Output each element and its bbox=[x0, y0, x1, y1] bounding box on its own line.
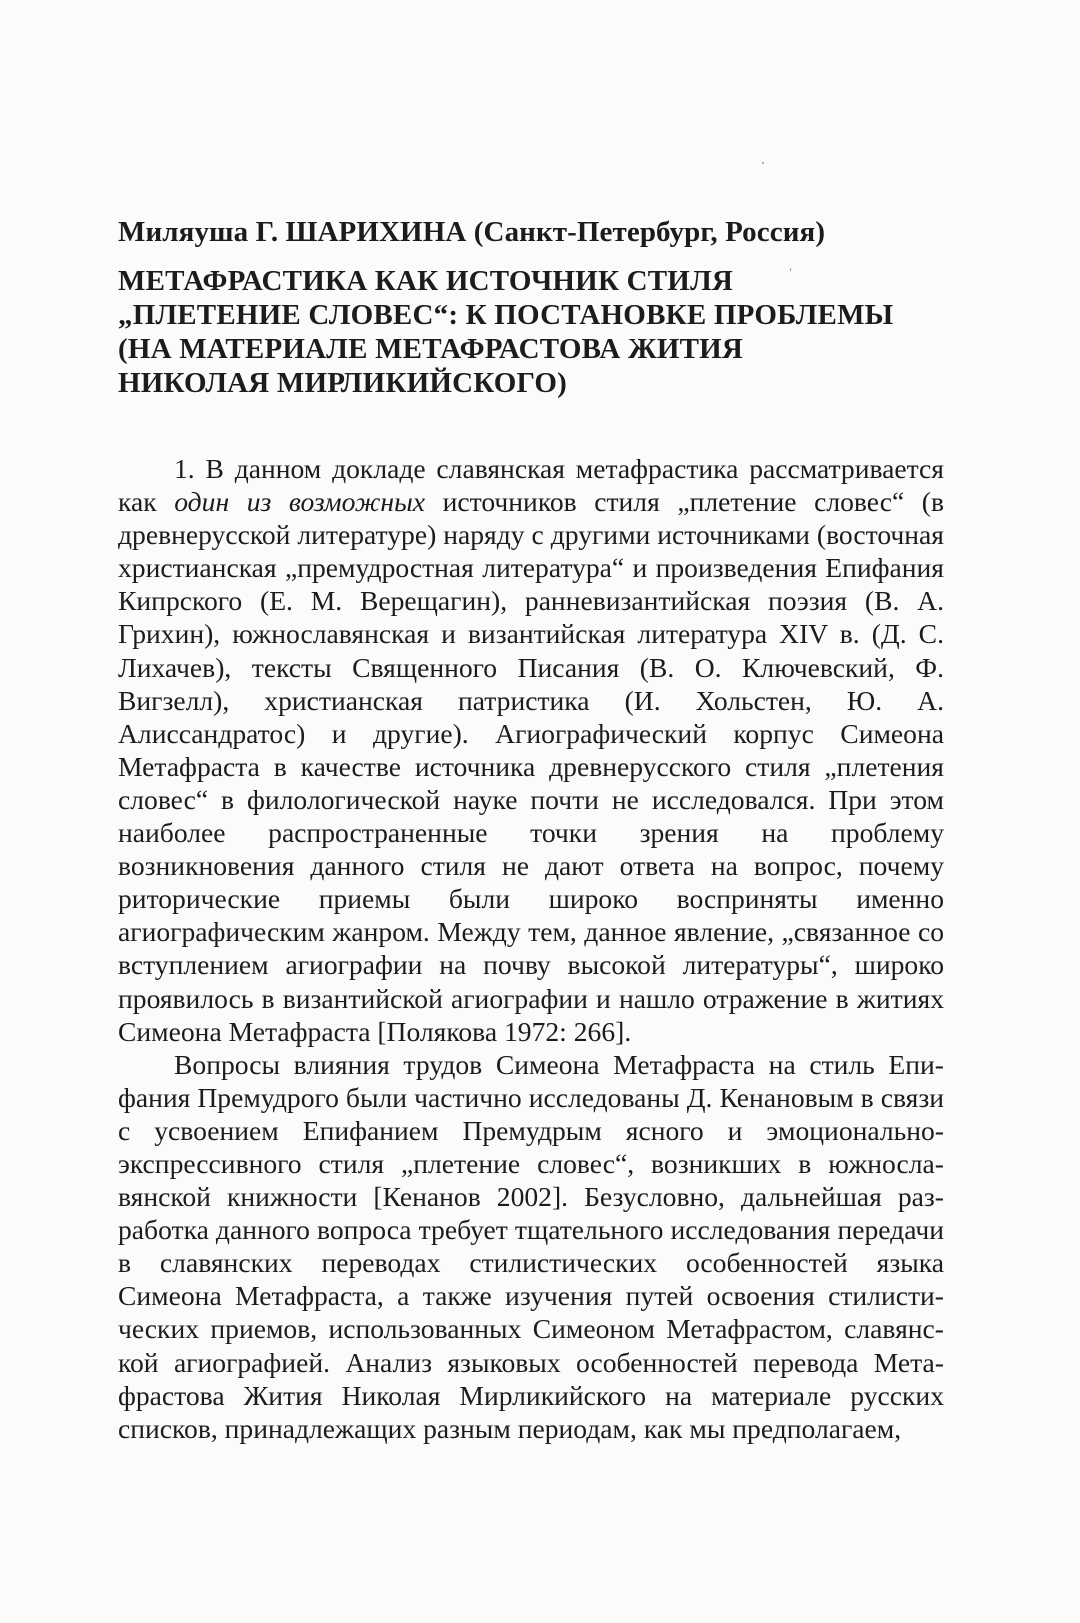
paragraph-1 bbox=[118, 452, 944, 1048]
title-line: „ПЛЕТЕНИЕ СЛОВЕС“: К ПОСТАНОВКЕ ПРОБЛЕМЫ bbox=[118, 299, 894, 331]
paragraph-2: Вопросы влияния трудов Симеона Метафраста на стиль Епифания Премудрого были частично исследованы Д. Кенановым в связи с усвоением Епифанием Премудрым ясного и эмоционально-экспрессивного стиля „плетение словес“, возникших в южнославянской книжности [Кенанов 2002]. Безусловно, дальнейшая разработка данного вопроса требует тщательного исследования передачи в славянских переводах стилистических особенностей языка Симеона Метафраста, а также изучения путей освоения стилистических приемов, использованных Симеоном Метафрастом, славянской агиографией. Анализ языковых особенностей перевода Метафрастова Жития Николая Мирликийского на материале русских списков, принадлежащих разным периодам, как мы предполагаем, bbox=[118, 1048, 944, 1444]
author-line: Миляуша Г. ШАРИХИНА (Санкт-Петербург, Россия) bbox=[118, 216, 826, 248]
paragraph-1-start: 1. В данном докладе славянская метафрастика рассматривается как bbox=[118, 453, 944, 518]
title-line: МЕТАФРАСТИКА КАК ИСТОЧНИК СТИЛЯ bbox=[118, 265, 734, 297]
article-title bbox=[118, 264, 944, 400]
paragraph-1-italic: один из возможных bbox=[174, 486, 426, 518]
scan-speck bbox=[762, 162, 764, 164]
title-line: (НА МАТЕРИАЛЕ МЕТАФРАСТОВА ЖИТИЯ bbox=[118, 333, 744, 365]
article-body bbox=[118, 452, 944, 1445]
paragraph-1-rest: источников стиля „плетение словес“ (в древнерусской литературе) наряду с другими источниками (восточная христианская „премудростная литература“ и произведения Епифания Кипрского (Е. М. Верещагин), ранневизантийская поэзия (В. А. Грихин), южнославянская и византийская литература XIV в. (Д. С. Лихачев), тексты Священного Писания (В. О. Ключевский, Ф. Вигзелл), христианская патристика (И. Хольстен, Ю. А. Алиссандратос) и другие). Агиографический корпус Симеона Метафраста в качестве источника древнерусского стиля „плетения словес“ в филологической науке почти не исследовался. При этом наиболее распространенные точки зрения на проблему возникновения данного стиля не дают ответа на вопрос, почему риторические приемы были широко восприняты именно агиографическим жанром. Между тем, данное явление, „связанное со вступлением агиографии на почву высокой литературы“, широко проявилось в византийской агиографии и нашло отражение в житиях Симеона Метафраста [Полякова 1972: 266]. bbox=[118, 486, 945, 1047]
title-line: НИКОЛАЯ МИРЛИКИЙСКОГО) bbox=[118, 367, 568, 399]
scan-speck bbox=[790, 268, 791, 271]
article-page bbox=[118, 214, 944, 1445]
